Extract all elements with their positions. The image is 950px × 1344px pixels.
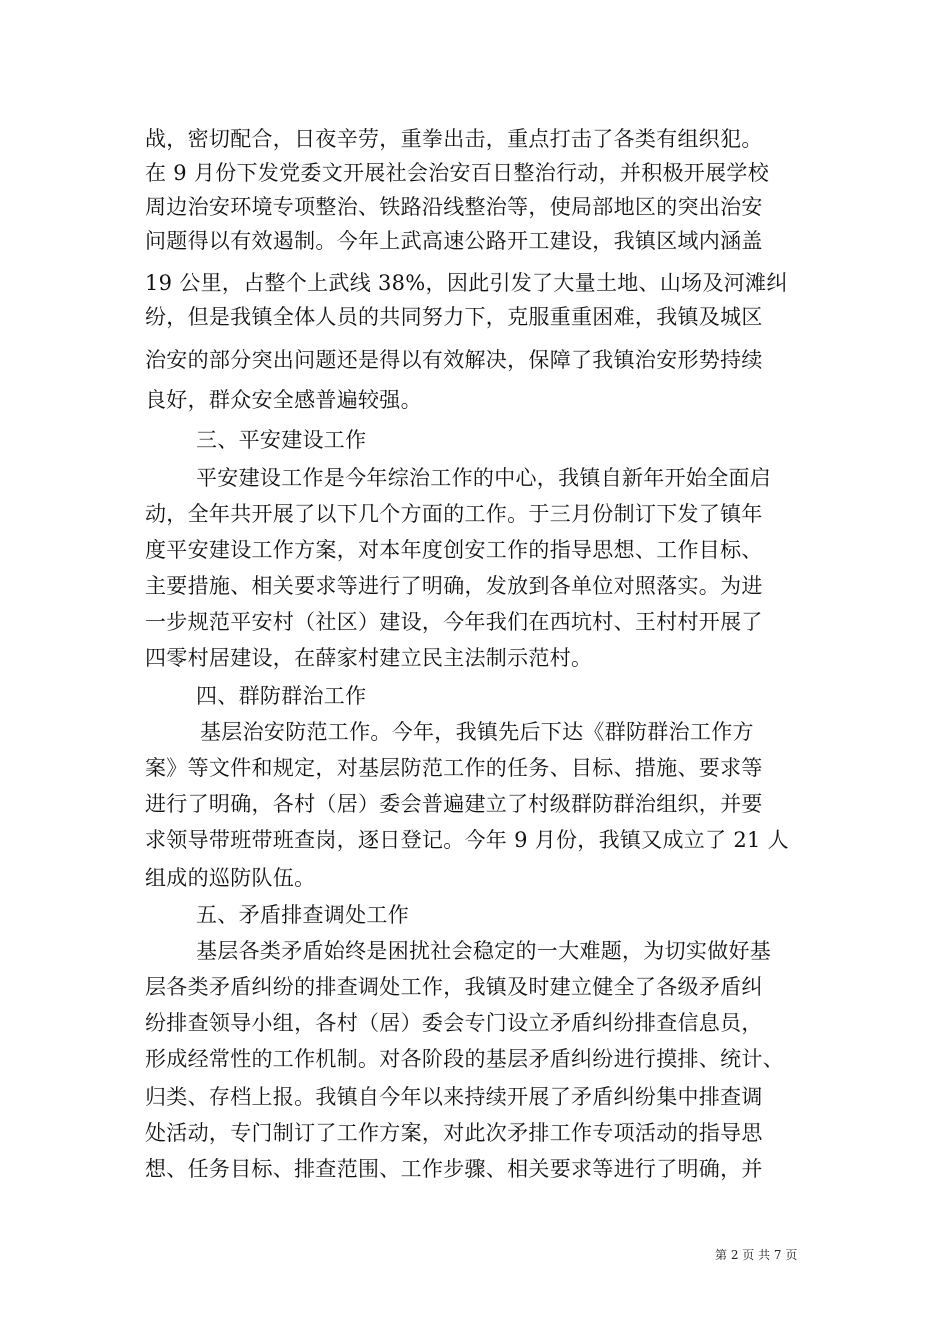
paragraph-line: 形成经常性的工作机制。对各阶段的基层矛盾纠纷进行摸排、统计、 xyxy=(145,1047,784,1071)
paragraph-line: 处活动，专门制订了工作方案，对此次矛排工作专项活动的指导思 xyxy=(145,1121,763,1145)
section-heading: 四、群防群治工作 xyxy=(196,684,367,708)
section-heading: 五、矛盾排查调处工作 xyxy=(196,903,409,927)
paragraph-line: 求领导带班带班查岗，逐日登记。今年 9 月份，我镇又成立了 21 人 xyxy=(145,828,789,852)
paragraph-line: 层各类矛盾纠纷的排查调处工作，我镇及时建立健全了各级矛盾纠 xyxy=(145,975,763,999)
paragraph-line: 组成的巡防队伍。 xyxy=(145,866,316,890)
page-number: 第 2 页 共 7 页 xyxy=(715,1248,798,1262)
paragraph-line: 周边治安环境专项整治、铁路沿线整治等，使局部地区的突出治安 xyxy=(145,195,763,219)
paragraph-line: 归类、存档上报。我镇自今年以来持续开展了矛盾纠纷集中排查调 xyxy=(145,1085,763,1109)
section-heading: 三、平安建设工作 xyxy=(196,428,367,452)
paragraph-line: 主要措施、相关要求等进行了明确，发放到各单位对照落实。为进 xyxy=(145,574,763,598)
paragraph-line: 案》等文件和规定，对基层防范工作的任务、目标、措施、要求等 xyxy=(145,756,763,780)
paragraph-line: 良好，群众安全感普遍较强。 xyxy=(145,388,422,412)
paragraph-line: 在 9 月份下发党委文开展社会治安百日整治行动，并积极开展学校 xyxy=(145,161,770,185)
paragraph-line: 基层治安防范工作。今年，我镇先后下达《群防群治工作方 xyxy=(200,720,754,744)
paragraph-line: 动，全年共开展了以下几个方面的工作。于三月份制订下发了镇年 xyxy=(145,502,763,526)
paragraph-line: 战，密切配合，日夜辛劳，重拳出击，重点打击了各类有组织犯。 xyxy=(145,127,763,151)
paragraph-line: 纷，但是我镇全体人员的共同努力下，克服重重困难，我镇及城区 xyxy=(145,305,763,329)
paragraph-line: 度平安建设工作方案，对本年度创安工作的指导思想、工作目标、 xyxy=(145,538,763,562)
paragraph-line: 一步规范平安村（社区）建设，今年我们在西坑村、王村村开展了 xyxy=(145,610,763,634)
paragraph-line: 19 公里，占整个上武线 38%，因此引发了大量土地、山场及河滩纠 xyxy=(145,271,788,295)
paragraph-line: 治安的部分突出问题还是得以有效解决，保障了我镇治安形势持续 xyxy=(145,348,763,372)
paragraph-line: 四零村居建设，在薛家村建立民主法制示范村。 xyxy=(145,646,593,670)
paragraph-line: 想、任务目标、排查范围、工作步骤、相关要求等进行了明确，并 xyxy=(145,1157,763,1181)
paragraph-line: 平安建设工作是今年综治工作的中心，我镇自新年开始全面启 xyxy=(196,466,772,490)
paragraph-line: 纷排查领导小组，各村（居）委会专门设立矛盾纠纷排查信息员， xyxy=(145,1011,763,1035)
paragraph-line: 基层各类矛盾始终是困扰社会稳定的一大难题，为切实做好基 xyxy=(196,939,772,963)
paragraph-line: 进行了明确，各村（居）委会普遍建立了村级群防群治组织，并要 xyxy=(145,792,763,816)
paragraph-line: 问题得以有效遏制。今年上武高速公路开工建设，我镇区域内涵盖 xyxy=(145,229,763,253)
